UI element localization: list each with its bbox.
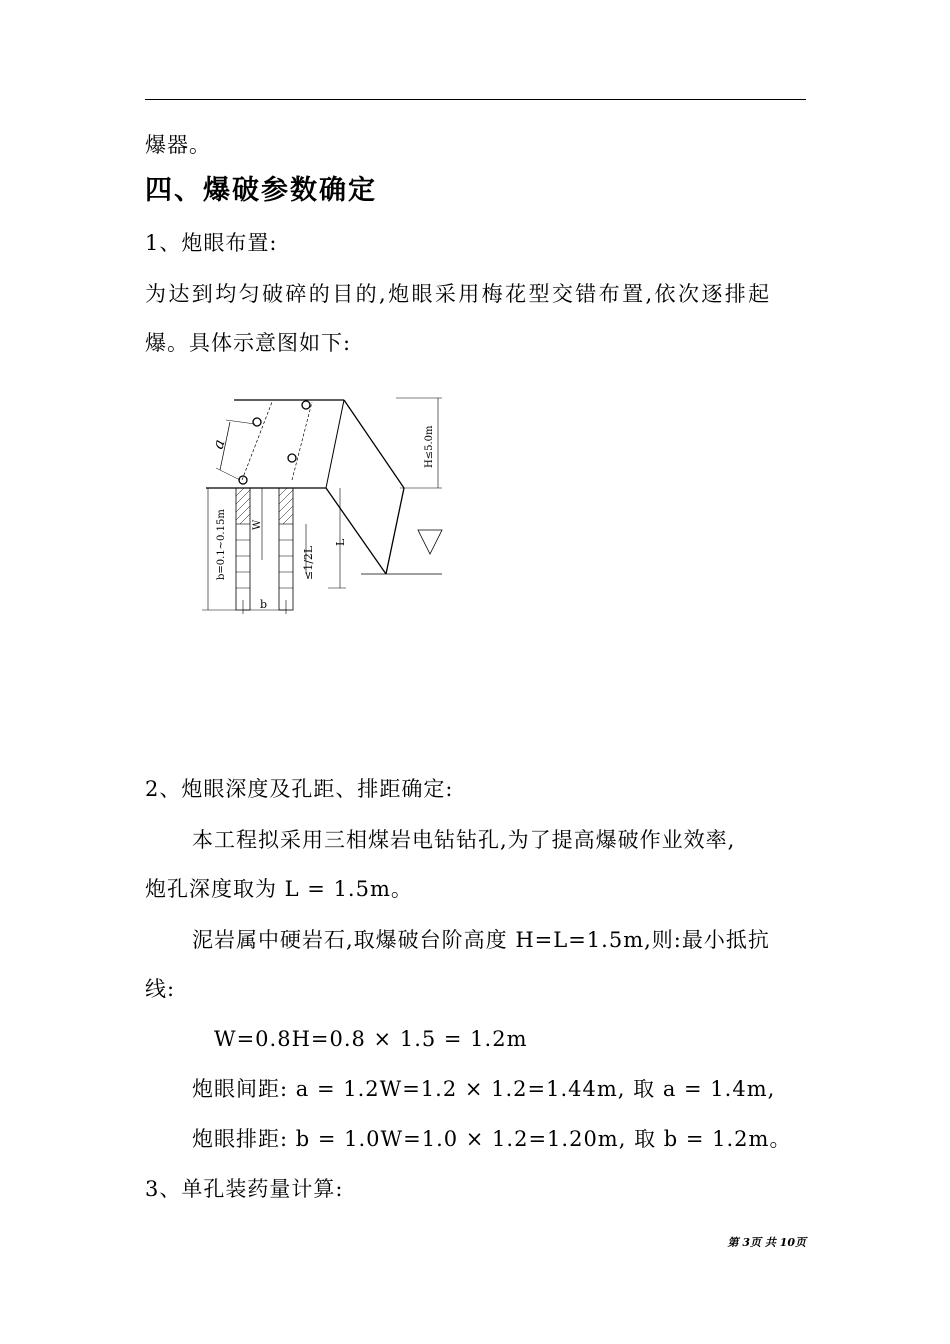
text-line: 爆器。 — [145, 133, 211, 157]
paragraph-line: 线: — [145, 977, 176, 1001]
paragraph-line: 泥岩属中硬岩石,取爆破台阶高度 H=L=1.5m,则:最小抵抗 — [192, 928, 770, 952]
formula-line: 炮眼间距: a = 1.2W=1.2 × 1.2=1.44m, 取 a = 1.4m, — [192, 1077, 776, 1101]
formula-line: W=0.8H=0.8 × 1.5 = 1.2m — [214, 1027, 528, 1051]
header-rule — [145, 99, 806, 100]
blasthole-layout-diagram — [186, 384, 456, 624]
page-number: 第 3页 共 10页 — [727, 1236, 806, 1249]
label-b: b — [260, 598, 268, 611]
label-subdrill: b=0.1~0.15m — [216, 509, 227, 580]
section-heading: 四、爆破参数确定 — [145, 175, 377, 206]
label-H: H≤5.0m — [424, 425, 435, 468]
label-W: W — [252, 519, 263, 530]
paragraph-line: 爆。具体示意图如下: — [145, 331, 352, 355]
label-L: L — [334, 538, 347, 546]
label-a: a — [208, 437, 229, 452]
subsection-title: 1、炮眼布置: — [145, 231, 278, 255]
formula-line: 炮眼排距: b = 1.0W=1.0 × 1.2=1.20m, 取 b = 1.2m。 — [192, 1127, 792, 1151]
label-half-L: ≤1/2L — [302, 545, 315, 580]
paragraph-line: 炮孔深度取为 L = 1.5m。 — [145, 877, 413, 901]
paragraph-line: 本工程拟采用三相煤岩电钻钻孔,为了提高爆破作业效率, — [192, 828, 736, 852]
subsection-title: 2、炮眼深度及孔距、排距确定: — [145, 777, 454, 801]
subsection-title: 3、单孔装药量计算: — [145, 1177, 344, 1201]
paragraph-line: 为达到均匀破碎的目的,炮眼采用梅花型交错布置,依次逐排起 — [145, 282, 772, 306]
